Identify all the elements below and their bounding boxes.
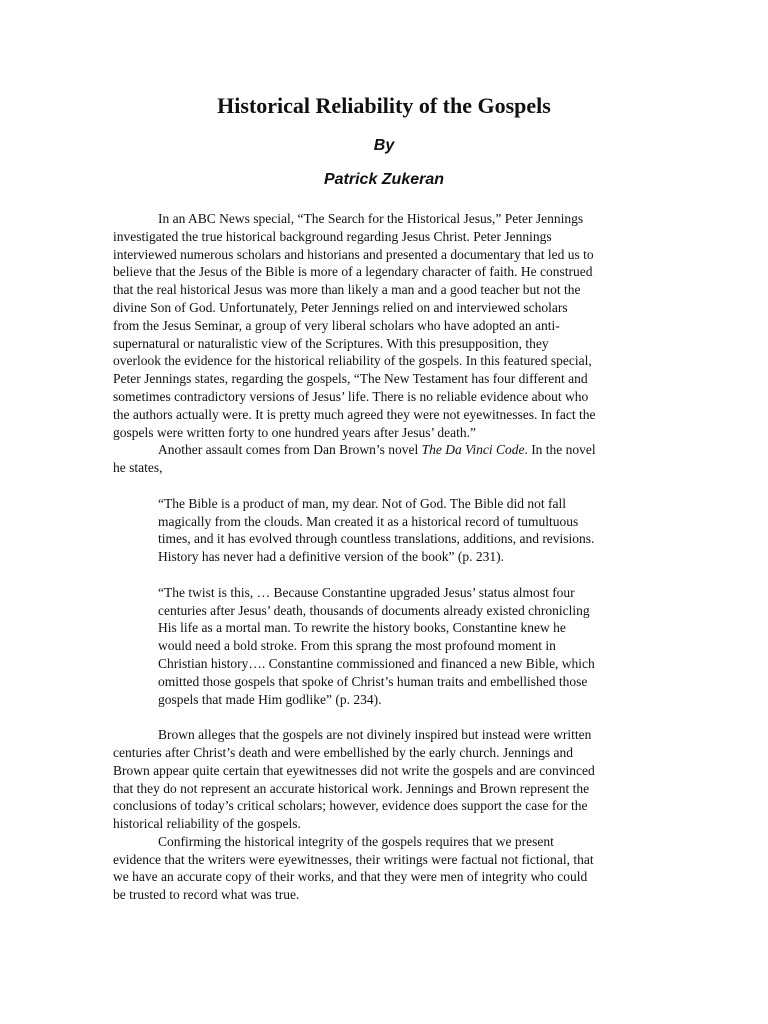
quote-line: gospels that made Him godlike” (p. 234). (158, 691, 382, 707)
quote-line: would need a bold stroke. From this sprang the most profound moment in (158, 638, 556, 654)
text-line: interviewed numerous scholars and historians and presented a documentary that led us to (113, 246, 594, 262)
quote-line: Christian history…. Constantine commissioned and financed a new Bible, which (158, 655, 595, 671)
text-line: that the real historical Jesus was more than likely a man and a good teacher but not the (113, 282, 581, 298)
byline: By (373, 137, 395, 154)
quote-line: History has never had a definitive version of the book” (p. 231). (158, 549, 505, 565)
text-line: Brown appear quite certain that eyewitnesses did not write the gospels and are convinced (113, 762, 595, 778)
quote-line: magically from the clouds. Man created it as a historical record of tumultuous (158, 513, 579, 529)
text-line: evidence that the writers were eyewitnesses, their writings were factual not fictional, that (113, 851, 594, 867)
text-line: we have an accurate copy of their works, and that they were men of integrity who could (113, 869, 588, 885)
author-name: Patrick Zukeran (323, 171, 445, 188)
text-line: centuries after Christ’s death and were embellished by the early church. Jennings and (113, 744, 573, 760)
text-line: from the Jesus Seminar, a group of very liberal scholars who have adopted an anti- (113, 317, 560, 333)
document-body (113, 210, 658, 904)
block-quote-2 (113, 584, 658, 709)
spacer (113, 477, 658, 495)
text-line: the authors actually were. It is pretty much agreed they were not eyewitnesses. In fact the (113, 406, 596, 422)
text-line: Brown alleges that the gospels are not divinely inspired but instead were written (158, 727, 592, 743)
text-line: believe that the Jesus of the Bible is more of a legendary character of faith. He construed (113, 264, 593, 280)
quote-line: times, and it has evolved through countless translations, additions, and revisions. (158, 531, 595, 547)
paragraph-2 (113, 441, 658, 477)
text-line: conclusions of today’s critical scholars; however, evidence does support the case for the (113, 798, 588, 814)
text-line: sometimes contradictory versions of Jesus’ life. There is no reliable evidence about who (113, 388, 589, 404)
text-line (113, 441, 658, 459)
quote-line: His life as a mortal man. To rewrite the history books, Constantine knew he (158, 620, 566, 636)
text-line: In an ABC News special, “The Search for the Historical Jesus,” Peter Jennings (158, 211, 584, 226)
text-line: gospels were written forty to one hundred years after Jesus’ death.” (113, 424, 476, 440)
text-line: that they do not represent an accurate historical work. Jennings and Brown represent the (113, 780, 590, 796)
text-line: Confirming the historical integrity of the gospels requires that we present (158, 833, 554, 849)
quote-line: “The Bible is a product of man, my dear. Not of God. The Bible did not fall (158, 495, 567, 511)
text-line: supernatural or naturalistic view of the Scriptures. With this presupposition, they (113, 335, 549, 351)
block-quote-1 (113, 495, 658, 566)
text-line: overlook the evidence for the historical reliability of the gospels. In this featured special, (113, 353, 592, 369)
text-line: investigated the true historical background regarding Jesus Christ. Peter Jennings (113, 228, 552, 244)
text-line: historical reliability of the gospels. (113, 816, 301, 832)
text-line: divine Son of God. Unfortunately, Peter Jennings relied on and interviewed scholars (113, 299, 568, 315)
paragraph-4 (113, 833, 658, 904)
text-line: Peter Jennings states, regarding the gospels, “The New Testament has four different and (113, 371, 588, 387)
spacer (113, 708, 658, 726)
document-title: Historical Reliability of the Gospels (217, 93, 551, 118)
paragraph-1 (113, 210, 658, 441)
text-run: . In the novel (524, 442, 596, 458)
quote-line: omitted those gospels that spoke of Christ’s human traits and embellished those (158, 673, 588, 689)
text-run: Another assault comes from Dan Brown’s novel (158, 442, 422, 458)
text-line: be trusted to record what was true. (113, 887, 300, 903)
quote-line: centuries after Jesus’ death, thousands of documents already existed chronicling (158, 602, 590, 618)
quote-line: “The twist is this, … Because Constantine upgraded Jesus’ status almost four (158, 584, 575, 600)
spacer (113, 566, 658, 584)
book-title: The Da Vinci Code (421, 442, 525, 458)
text-line: he states, (113, 460, 163, 476)
paragraph-3 (113, 726, 658, 833)
